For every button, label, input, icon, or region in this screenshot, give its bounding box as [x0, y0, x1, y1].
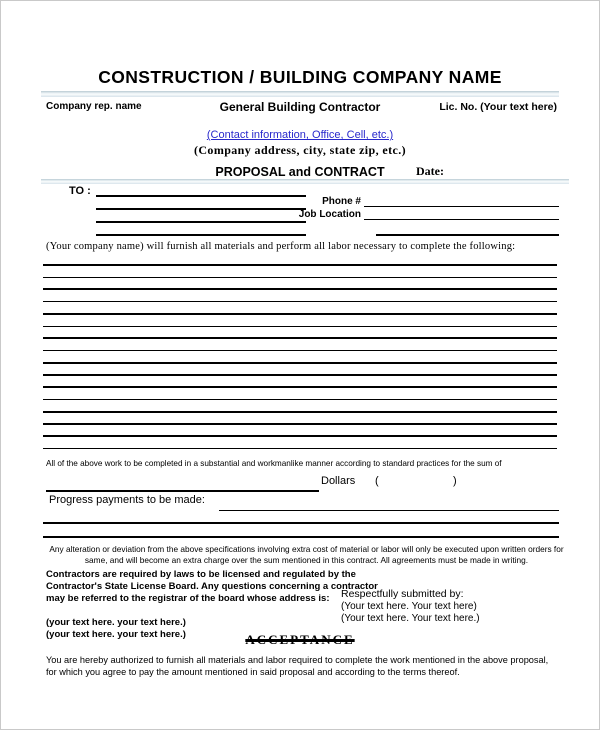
to-blank-line: [96, 195, 306, 197]
contractor-license-note: Contractors are required by laws to be licensed and regulated by the Contractor's State License Board. Any questions concerning a contractor may be referred to the registrar of the board whose address is:: [46, 569, 378, 604]
blank-line: [43, 362, 557, 364]
blank-line: [43, 522, 559, 524]
amount-blank-line: [46, 490, 319, 492]
ruled-lines: [43, 264, 557, 460]
blank-line: [43, 435, 557, 437]
blank-line: [43, 337, 557, 339]
blank-line: [43, 288, 557, 290]
submitted-placeholder-2: (Your text here. Your text here.): [341, 613, 480, 624]
job-location-blank-line: [364, 219, 559, 220]
blank-line: [43, 536, 559, 538]
acceptance-clause: You are hereby authorized to furnish all materials and labor required to complete the work mentioned in the above proposal, for which you agree to pay the amount mentioned in said proposal and according to the terms thereof.: [46, 655, 549, 677]
phone-blank-line: [364, 206, 559, 207]
blank-line: [43, 277, 557, 278]
address-placeholder-2: (your text here. your text here.): [46, 629, 186, 640]
acceptance-heading: ACCEPTANCE: [245, 632, 355, 647]
blank-line: [43, 448, 557, 449]
paren-close: ): [453, 475, 457, 487]
blank-line: [43, 313, 557, 315]
blank-line: [43, 374, 557, 375]
phone-label: Phone #: [322, 196, 361, 207]
paren-open: (: [375, 475, 379, 487]
dollars-label: Dollars: [321, 475, 356, 487]
right-blank-line: [376, 234, 559, 236]
license-number-label: Lic. No. (Your text here): [439, 101, 557, 113]
respectfully-submitted-label: Respectfully submitted by:: [341, 588, 464, 600]
blank-line: [43, 326, 557, 327]
alteration-clause: Any alteration or deviation from the above specifications involving extra cost of material or labor will only be executed upon written orders for same, and will become an extra charge over the sum mentioned in this contract. All agreements must be made in writing.: [49, 544, 564, 565]
job-location-label: Job Location: [298, 209, 361, 220]
proposal-contract-heading: PROPOSAL and CONTRACT: [215, 165, 385, 179]
sum-statement: All of the above work to be completed in a substantial and workmanlike manner according to standard practices for the sum of: [46, 459, 502, 468]
to-blank-line: [96, 221, 306, 223]
divider-band-top: [41, 91, 559, 97]
to-label: TO :: [69, 185, 91, 197]
blank-line: [43, 411, 557, 413]
divider-band-proposal: [41, 179, 569, 184]
company-address-line: (Company address, city, state zip, etc.): [193, 143, 407, 157]
progress-payments-label: Progress payments to be made:: [49, 494, 205, 506]
blank-line: [43, 264, 557, 266]
submitted-placeholder-1: (Your text here. Your text here): [341, 601, 477, 612]
company-name-title: CONSTRUCTION / BUILDING COMPANY NAME: [98, 67, 502, 87]
blank-line: [43, 399, 557, 400]
company-rep-label: Company rep. name: [46, 101, 142, 112]
contact-info-link[interactable]: (Contact information, Office, Cell, etc.): [206, 129, 394, 141]
to-blank-line: [96, 234, 306, 236]
blank-line: [43, 301, 557, 302]
furnish-statement: (Your company name) will furnish all materials and perform all labor necessary to complete the following:: [46, 241, 516, 252]
contractor-type-label: General Building Contractor: [219, 100, 381, 114]
blank-line: [43, 423, 557, 424]
blank-line: [43, 386, 557, 388]
progress-blank-line: [219, 510, 559, 511]
address-placeholder-1: (your text here. your text here.): [46, 617, 186, 628]
date-label: Date:: [416, 164, 444, 178]
blank-line: [43, 350, 557, 351]
